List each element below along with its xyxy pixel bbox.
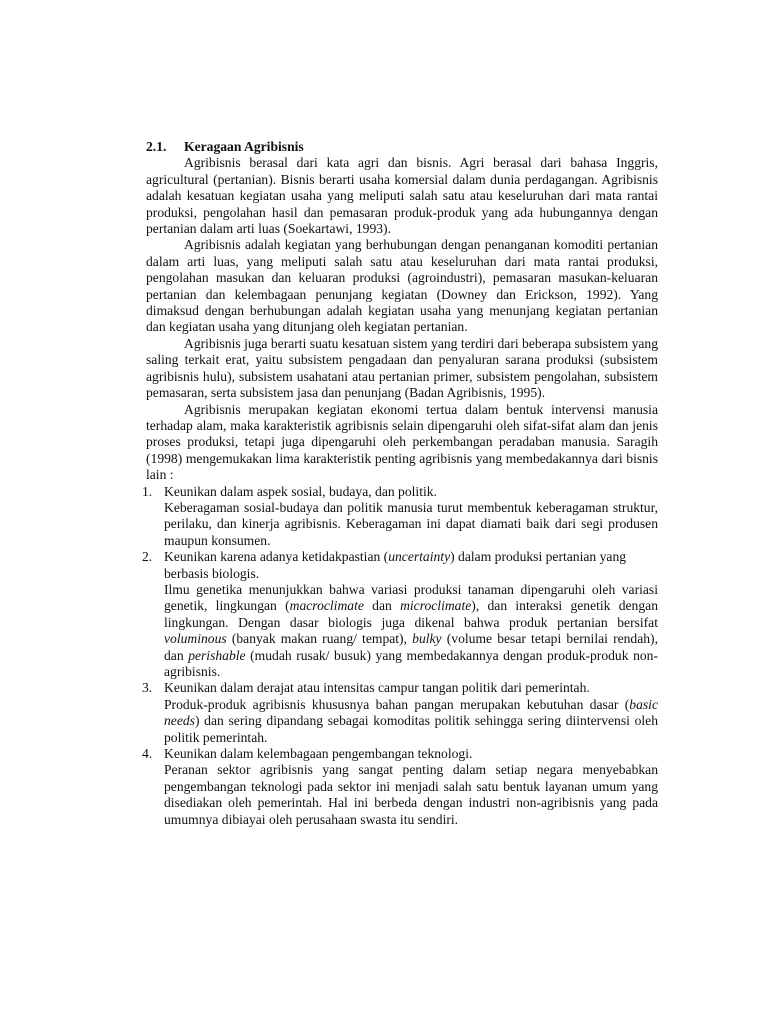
list-item — [142, 549, 658, 680]
list-item-title: Keunikan dalam aspek sosial, budaya, dan politik. — [164, 483, 437, 499]
paragraph-definition: Agribisnis berasal dari kata agri dan bisnis. Agri berasal dari bahasa Inggris, agricultural (pertanian). Bisnis berarti usaha komersial dalam dunia perdagangan. Agribisnis adalah kesatuan kegiatan usaha yang meliputi salah satu atau keseluruhan dari mata rantai produksi, pengolahan hasil dan pemasaran produk-produk yang ada hubungannya dengan pertanian dalam arti luas (Soekartawi, 1993). — [146, 155, 658, 237]
term-basic-needs: basic needs — [164, 696, 658, 729]
term-macroclimate: macroclimate — [289, 598, 364, 614]
characteristics-list — [142, 483, 658, 829]
term-perishable: perishable — [188, 647, 246, 663]
list-number: 1. — [142, 483, 153, 499]
term-microclimate: microclimate — [400, 598, 472, 614]
list-item-desc: Peranan sektor agribisnis yang sangat penting dalam setiap negara menyebabkan pengembangan teknologi pada sektor ini menjadi salah satu bentuk layanan umum yang disediakan oleh pemerintah. Hal ini berbeda dengan industri non-agribisnis yang pada umumnya dibiayai oleh perusahaan swasta itu sendiri. — [164, 762, 658, 827]
list-item-desc: Keberagaman sosial-budaya dan politik manusia turut membentuk keberagaman struktur, perilaku, dan kinerja agribisnis. Keberagaman ini dapat diamati baik dari segi produsen maupun konsumen. — [164, 499, 658, 548]
list-item-title: Keunikan dalam derajat atau intensitas campur tangan politik dari pemerintah. — [164, 680, 590, 696]
section-title: Keragaan Agribisnis — [184, 139, 304, 154]
list-number: 2. — [142, 549, 153, 565]
list-item — [142, 483, 658, 550]
list-item-title: Keunikan karena adanya ketidakpastian (uncertainty) dalam produksi pertanian yang berbasis biologis. — [164, 549, 627, 581]
term-uncertainty: uncertainty — [388, 549, 451, 565]
list-item-desc: Produk-produk agribisnis khususnya bahan pangan merupakan kebutuhan dasar (basic needs) dan sering dipandang sebagai komoditas politik sehingga sering diintervensi oleh politik pemerintah. — [164, 696, 658, 745]
section-number: 2.1. — [146, 139, 167, 154]
list-item — [142, 680, 658, 746]
section-heading — [146, 139, 658, 155]
paragraph-system: Agribisnis juga berarti suatu kesatuan sistem yang terdiri dari beberapa subsistem yang saling terkait erat, yaitu subsistem pengadaan dan penyaluran sarana produksi (subsistem agribisnis hulu), subsistem usahatani atau pertanian primer, subsistem pengolahan, subsistem pemasaran, serta subsistem jasa dan penunjang (Badan Agribisnis, 1995). — [146, 335, 658, 401]
list-item-title: Keunikan dalam kelembagaan pengembangan teknologi. — [164, 746, 473, 762]
paragraph-characteristics: Agribisnis merupakan kegiatan ekonomi tertua dalam bentuk intervensi manusia terhadap alam, maka karakteristik agribisnis selain dipengaruhi oleh sifat-sifat alam dan jenis proses produksi, tetapi juga dipengaruhi oleh perkembangan peradaban manusia. Saragih (1998) mengemukakan lima karakteristik penting agribisnis yang membedakannya dari bisnis lain : — [146, 401, 658, 483]
list-number: 3. — [142, 680, 153, 696]
term-voluminous: voluminous — [164, 631, 227, 647]
list-item — [142, 746, 658, 828]
list-item-desc: Ilmu genetika menunjukkan bahwa variasi produksi tanaman dipengaruhi oleh variasi genetik, lingkungan (macroclimate dan microclimate), dan interaksi genetik dengan lingkungan. Dengan dasar biologis juga dikenal bahwa produk pertanian bersifat voluminous (banyak makan ruang/ tempat), bulky (volume besar tetapi bernilai rendah), dan perishable (mudah rusak/ busuk) yang membedakannya dengan produk-produk non-agribisnis. — [164, 581, 658, 679]
document-page — [142, 139, 658, 828]
paragraph-activity: Agribisnis adalah kegiatan yang berhubungan dengan penanganan komoditi pertanian dalam arti luas, yang meliputi salah satu atau keseluruhan dari mata rantai produksi, pengolahan masukan dan keluaran produksi (agroindustri), pemasaran masukan-keluaran pertanian dan kelembagaan penunjang kegiatan (Downey dan Erickson, 1992). Yang dimaksud dengan berhubungan adalah kegiatan usaha yang menunjang kegiatan pertanian dan kegiatan usaha yang ditunjang oleh kegiatan pertanian. — [146, 237, 658, 335]
term-bulky: bulky — [412, 631, 442, 647]
list-number: 4. — [142, 746, 153, 762]
